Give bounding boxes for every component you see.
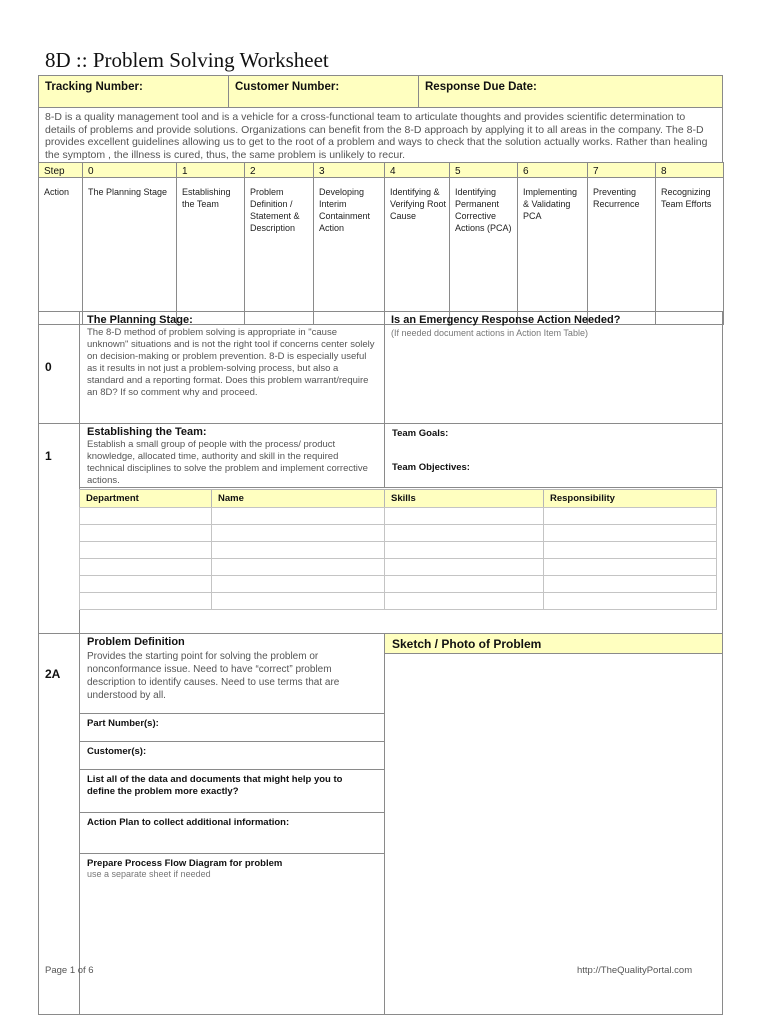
step-number: 1	[182, 166, 188, 177]
planning-step-cell	[38, 311, 80, 424]
step-action-cell	[82, 177, 177, 325]
action-label-cell	[38, 177, 83, 325]
team-table-cell[interactable]	[384, 524, 544, 542]
step-number-cell	[655, 162, 724, 178]
step-action: Problem Definition / Statement & Description	[250, 187, 300, 233]
team-table-header	[384, 489, 544, 508]
team-table-cell[interactable]	[79, 507, 212, 525]
step-action: Preventing Recurrence	[593, 187, 640, 209]
team-table-cell[interactable]	[79, 575, 212, 593]
team-table-cell[interactable]	[211, 558, 385, 576]
team-table-cell[interactable]	[543, 592, 717, 610]
step-number: 7	[593, 166, 599, 177]
problem-step-cell	[38, 633, 80, 1015]
step-action-cell	[449, 177, 518, 325]
step-label-cell	[38, 162, 83, 178]
emergency-response-field[interactable]	[384, 311, 723, 424]
team-table-header-label: Responsibility	[550, 493, 615, 504]
team-table-header	[79, 489, 212, 508]
data-documents-label: List all of the data and documents that might help you to define the problem more exactly?	[87, 774, 343, 797]
team-table-header	[543, 489, 717, 508]
intro-box	[38, 107, 723, 163]
team-table-cell[interactable]	[79, 592, 212, 610]
problem-body: Provides the starting point for solving the problem or nonconformance issue. Need to have “correct” problem description to identify causes. Need to use terms that are understood by all.	[87, 651, 340, 701]
step-action: Establishing the Team	[182, 187, 231, 209]
sketch-header	[384, 633, 723, 654]
sketch-title: Sketch / Photo of Problem	[392, 637, 542, 651]
step-number: 4	[390, 166, 396, 177]
step-number: 0	[88, 166, 94, 177]
team-table-cell[interactable]	[543, 524, 717, 542]
action-plan-label: Action Plan to collect additional information:	[87, 817, 290, 828]
team-goals-label: Team Goals:	[392, 428, 449, 439]
team-table-cell[interactable]	[543, 558, 717, 576]
step-action-cell	[384, 177, 450, 325]
team-table-cell[interactable]	[384, 541, 544, 559]
step-number-cell	[449, 162, 518, 178]
page-number: Page 1 of 6	[45, 965, 94, 976]
step-number-cell	[384, 162, 450, 178]
step-label: Step	[44, 166, 65, 177]
data-documents-field[interactable]	[79, 769, 385, 813]
team-table-header-label: Department	[86, 493, 139, 504]
step-number: 6	[523, 166, 529, 177]
team-table-cell[interactable]	[384, 592, 544, 610]
team-section	[79, 423, 385, 488]
customers-label: Customer(s):	[87, 746, 147, 757]
team-step-cell	[38, 423, 80, 634]
process-flow-note: use a separate sheet if needed	[87, 869, 211, 879]
team-table-cell[interactable]	[384, 507, 544, 525]
part-number-label: Part Number(s):	[87, 718, 159, 729]
process-flow-label: Prepare Process Flow Diagram for problem	[87, 858, 283, 869]
team-table-cell[interactable]	[79, 524, 212, 542]
step-action-cell	[517, 177, 588, 325]
step-action: Identifying & Verifying Root Cause	[390, 187, 447, 221]
step-number: 8	[661, 166, 667, 177]
emergency-note: (If needed document actions in Action Item Table)	[391, 328, 588, 338]
step-number-cell	[244, 162, 314, 178]
step-action-cell	[244, 177, 314, 325]
customers-field[interactable]	[79, 741, 385, 770]
team-table-cell[interactable]	[543, 541, 717, 559]
team-body: Establish a small group of people with the process/ product knowledge, allocated time, authority and skill in the required technical disciplines to solve the problem and implement corrective actions.	[87, 439, 368, 486]
action-plan-field[interactable]	[79, 812, 385, 854]
part-number-field[interactable]	[79, 713, 385, 742]
team-table-cell[interactable]	[543, 507, 717, 525]
sketch-photo-area[interactable]	[384, 653, 723, 1015]
emergency-title: Is an Emergency Response Action Needed?	[391, 314, 621, 326]
step-action: Recognizing Team Efforts	[661, 187, 712, 209]
planning-body: The 8-D method of problem solving is appropriate in "cause unknown" situations and is not the right tool if concerns center solely on decision-making or problem prevention. 8-D is especially useful as it results in not just a problem-solving process, but also a standard and a reporting format. Does this problem warrant/require an 8D? If so comment why and proceed.	[87, 327, 375, 398]
team-goals-field[interactable]	[384, 423, 723, 488]
team-table-cell[interactable]	[79, 541, 212, 559]
step-action: Implementing & Validating PCA	[523, 187, 578, 221]
team-table-cell[interactable]	[211, 592, 385, 610]
team-table-cell[interactable]	[211, 507, 385, 525]
team-table-header	[211, 489, 385, 508]
response-due-date-field[interactable]	[418, 75, 723, 108]
team-table-cell[interactable]	[543, 575, 717, 593]
step-action: The Planning Stage	[88, 187, 168, 197]
customer-number-field[interactable]	[228, 75, 419, 108]
step-number-cell	[517, 162, 588, 178]
team-table-header-label: Skills	[391, 493, 416, 504]
problem-definition-section	[79, 633, 385, 714]
team-table-header-label: Name	[218, 493, 244, 504]
customer-number-label: Customer Number:	[235, 81, 340, 93]
step-action-cell	[176, 177, 245, 325]
step-number: 5	[455, 166, 461, 177]
team-table-cell[interactable]	[384, 575, 544, 593]
step-action-cell	[313, 177, 385, 325]
step-number-cell	[82, 162, 177, 178]
tracking-number-label: Tracking Number:	[45, 81, 143, 93]
planning-step-number: 0	[45, 360, 52, 374]
step-number: 2	[250, 166, 256, 177]
intro-text: 8-D is a quality management tool and is a vehicle for a cross-functional team to articulate thoughts and provides scientific determination to details of problems and provide solutions. Organizations can benefit from the 8-D approach by applying it to all areas in the company. The 8-D provides excellent guidelines allowing us to get to the root of a problem and ways to check that the solution actually works. Rather than healing the symptom , the illness is cured, thus, the same problem is unlikely to recur.	[45, 111, 708, 161]
team-objectives-label: Team Objectives:	[392, 462, 470, 473]
response-due-date-label: Response Due Date:	[425, 81, 537, 93]
action-label: Action	[44, 187, 70, 197]
step-number-cell	[176, 162, 245, 178]
step-action-cell	[655, 177, 724, 325]
tracking-number-field[interactable]	[38, 75, 229, 108]
problem-step-number: 2A	[45, 667, 61, 681]
team-table-cell[interactable]	[211, 541, 385, 559]
team-step-number: 1	[45, 449, 52, 463]
team-title: Establishing the Team:	[87, 426, 207, 438]
step-number-cell	[313, 162, 385, 178]
team-table-cell[interactable]	[79, 558, 212, 576]
team-table-cell[interactable]	[211, 524, 385, 542]
step-action: Developing Interim Containment Action	[319, 187, 371, 233]
problem-title: Problem Definition	[87, 636, 185, 648]
step-action: Identifying Permanent Corrective Actions (PCA)	[455, 187, 512, 233]
team-table-cell[interactable]	[211, 575, 385, 593]
step-number-cell	[587, 162, 656, 178]
team-table-cell[interactable]	[384, 558, 544, 576]
step-number: 3	[319, 166, 325, 177]
planning-section	[79, 311, 385, 424]
process-flow-field[interactable]	[79, 853, 385, 1015]
planning-title: The Planning Stage:	[87, 314, 193, 326]
step-action-cell	[587, 177, 656, 325]
page-title: 8D :: Problem Solving Worksheet	[45, 48, 329, 72]
portal-url[interactable]: http://TheQualityPortal.com	[577, 965, 693, 976]
